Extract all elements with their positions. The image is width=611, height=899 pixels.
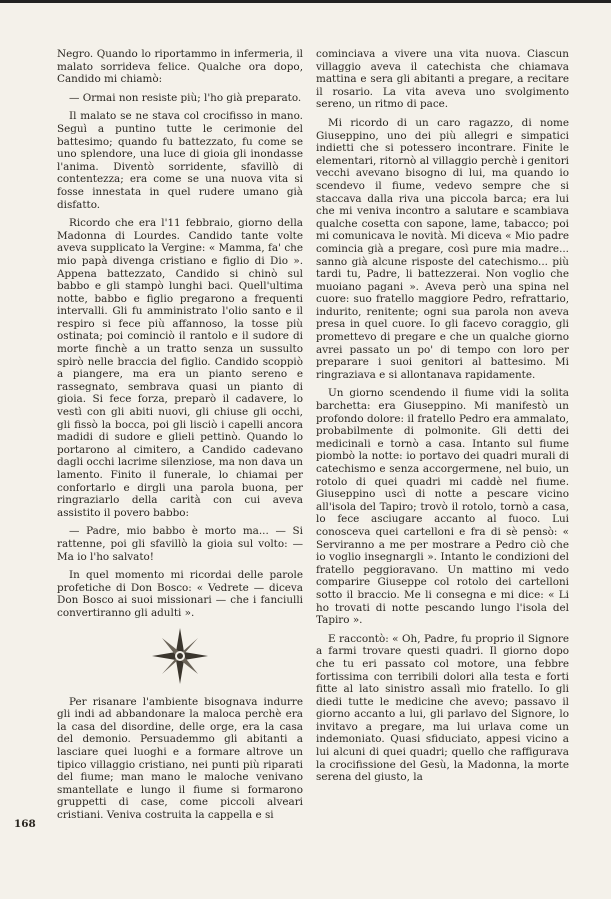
paragraph: Per risanare l'ambiente bisognava indurre gli indi ad abbandonare la maloca perchè era la casa del disordine, delle orge, era la casa del demonio. Persuademmo gli abitanti a lasciare quei luoghi e a formare altrove un tipico villaggio cristiano, nei punti più riparati del fiume; man mano le maloche venivano smantellate e lungo il fiume si formarono gruppetti di case, come piccoli alveari cristiani. Veniva costruita la cappella e si [57, 695, 303, 821]
paragraph: Il malato se ne stava col crocifisso in mano. Seguì a puntino tutte le cerimonie del battesimo; quando fu battezzato, fu come se uno splendore, una luce di gioia gli inondasse l'anima. Diventò sorridente, sfavillò di contentezza; era come se una nuova vita si fosse innestata in quel rudere umano già disfatto. [57, 110, 303, 211]
paragraph: Ricordo che era l'11 febbraio, giorno della Madonna di Lourdes. Candido tante volte aveva supplicato la Vergine: « Mamma, fa' che mio papà divenga cristiano e figlio di Dio ». Appena battezzato, Candido si chinò sul babbo e gli stampò lunghi baci. Quell'ultima notte, babbo e figlio pregarono a frequenti intervalli. Gli fu amministrato l'olio santo e il respiro si fece più affannoso, la tosse più ostinata; poi cominciò il rantolo e il sudore di morte finchè a un tratto senza un sussulto spirò nelle braccia del figlio. Candido scoppiò a piangere, ma era un pianto sereno e rassegnato, sembrava quasi un pianto di gioia. Si fece forza, preparò il cadavere, lo vestì con gli abiti nuovi, gli chiuse gli occhi, gli fissò la bocca, poi gli lisciò i capelli ancora madidi di sudore e glieli pettinò. Quando lo portarono al cimitero, a Candido cadevano dagli occhi lacrime silenziose, ma non dava un lamento. Finito il funerale, lo chiamai per confortarlo e dirgli una parola buona, per ringraziarlo della carità con cui aveva assistito il povero babbo: [57, 217, 303, 519]
scan-edge [0, 0, 611, 3]
page-number: 168 [14, 818, 36, 830]
paragraph: Un giorno scendendo il fiume vidi la solita barchetta: era Giuseppino. Mi manifestò un profondo dolore: il fratello Pedro era ammalato, probabilmente di polmonite. Gli detti dei medicinali e tornò a casa. Intanto sul fiume piombò la notte: io portavo dei quadri murali di catechismo e senza accorgermene, nel buio, un rotolo di quei quadri mi caddè nel fiume. Giuseppino uscì di notte a pescare vicino all'isola del Tapiro; trovò il rotolo, tornò a casa, lo fece asciugare accanto al fuoco. Lui conosceva quei cartelloni e fra di sè pensò: « Serviranno a me per mostrare a Pedro ciò che io voglio insegnargli ». Intanto le condizioni del fratello peggioravano. Un mattino mi vedo comparire Giuseppe col rotolo dei cartelloni sotto il braccio. Me li consegna e mi dice: « Li ho trovati di notte pescando lungo l'isola del Tapiro ». [316, 387, 569, 627]
right-column [316, 48, 569, 790]
paragraph: — Padre, mio babbo è morto ma... — Si rattenne, poi gli sfavillò la gioia sul volto: — Ma io l'ho salvato! [57, 525, 303, 563]
paragraph: cominciava a vivere una vita nuova. Ciascun villaggio aveva il catechista che chiamava mattina e sera gli abitanti a pregare, a recitare il rosario. La vita aveva uno svolgimento sereno, un ritmo di pace. [316, 48, 569, 111]
paragraph: — Ormai non resiste più; l'ho già preparato. [69, 91, 302, 104]
paragraph: E raccontò: « Oh, Padre, fu proprio il Signore a farmi trovare questi quadri. Il giorno dopo che tu eri passato col motore, una febbre fortissima con terribili dolori alla testa e forti fitte al lato sinistro assalì mio fratello. Io gli diedi tutte le medicine che avevo; passavo il giorno accanto a lui, gli parlavo del Signore, lo invitavo a pregare, ma lui urlava come un indemoniato. Quasi sfiduciato, appesi vicino a lui alcuni di quei quadri; quello che raffigurava la crocifissione del Gesù, la Madonna, la morte serena del giusto, la [316, 632, 569, 784]
paragraph: Negro. Quando lo riportammo in infermeria, il malato sorrideva felice. Qualche ora dopo, Candido mi chiamò: [57, 48, 303, 86]
star-ornament-icon [150, 626, 210, 686]
paragraph: In quel momento mi ricordai delle parole profetiche di Don Bosco: « Vedrete — diceva Don Bosco ai suoi missionari — che i fanciulli convertiranno gli adulti ». [57, 569, 303, 619]
paragraph: Mi ricordo di un caro ragazzo, di nome Giuseppino, uno dei più allegri e simpatici indietti che si potessero incontrare. Finite le elementari, ritornò al villaggio perchè i genitori vecchi avevano bisogno di lui, ma quando io scendevo il fiume, vedevo sempre che si staccava dalla riva una piccola barca; era lui che mi veniva incontro a salutare e scambiava qualche cosetta con sapone, lame, tabacco; poi mi comunicava le novità. Mi diceva « Mio padre comincia già a pregare, così pure mia madre... sanno già alcune risposte del catechismo... più tardi tu, Padre, li battezzerai. Non voglio che muoiano pagani ». Aveva però una spina nel cuore: suo fratello maggiore Pedro, refrattario, indurito, renitente; ogni sua parola non aveva presa in quel cuore. Io gli facevo coraggio, gli promettevo di pregare e che un qualche giorno avrei passato un po' di tempo con loro per preparare i suoi genitori al battesimo. Mi ringraziava e si allontanava rapidamente. [316, 116, 569, 381]
left-column [57, 48, 303, 827]
